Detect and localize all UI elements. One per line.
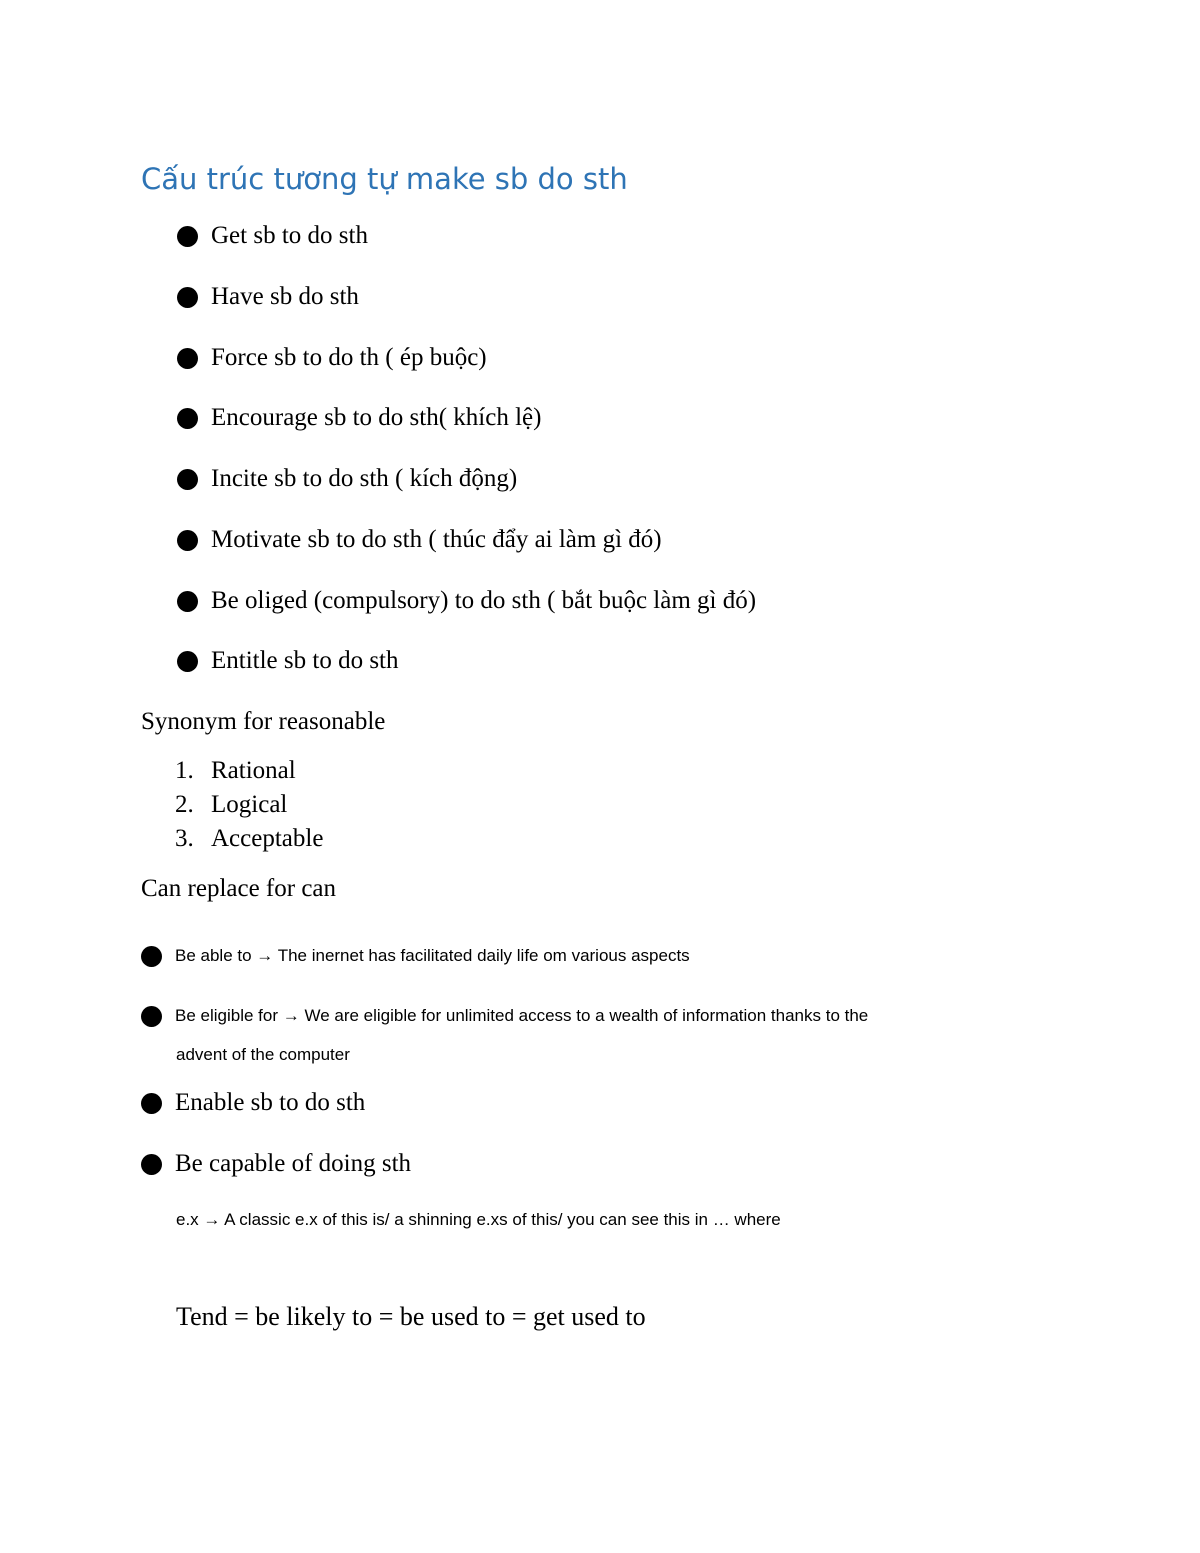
item-number: 2.: [175, 791, 194, 818]
list-item: [177, 401, 541, 435]
list-item-continuation: advent of the computer: [176, 1045, 350, 1064]
item-number: 1.: [175, 757, 194, 784]
numbered-item: [175, 825, 323, 853]
list-item: [177, 341, 487, 375]
list-item: [141, 999, 868, 1033]
bullet-icon: [141, 946, 162, 967]
bullet-icon: [177, 530, 198, 551]
list-item: [177, 462, 517, 496]
list-item-text: Incite sb to do sth ( kích động): [211, 465, 518, 492]
list-item-text: Get sb to do sth: [211, 222, 368, 249]
list-item-text: Be eligible for → We are eligible for unlimited access to a wealth of information thanks to the: [175, 1006, 869, 1025]
document-heading: Cấu trúc tương tự make sb do sth: [141, 162, 628, 196]
bullet-icon: [177, 469, 198, 490]
bullet-icon: [141, 1093, 162, 1114]
item-text: Rational: [211, 757, 296, 784]
list-item: [141, 1086, 365, 1120]
example-line: e.x → A classic e.x of this is/ a shinning e.xs of this/ you can see this in … where: [176, 1210, 781, 1229]
footer-equation: Tend = be likely to = be used to = get used to: [176, 1302, 646, 1331]
list-item-text: Entitle sb to do sth: [211, 647, 399, 674]
list-item: [177, 219, 368, 253]
bullet-icon: [177, 591, 198, 612]
list-item-text: Motivate sb to do sth ( thúc đẩy ai làm gì đó): [211, 526, 662, 553]
list-item: [177, 523, 662, 557]
item-text: Logical: [211, 791, 288, 818]
bullet-icon: [177, 226, 198, 247]
list-item: [177, 280, 359, 314]
bullet-icon: [177, 348, 198, 369]
list-item: [177, 584, 756, 618]
section-title-can-replace: Can replace for can: [141, 875, 337, 902]
numbered-item: [175, 791, 287, 819]
bullet-icon: [177, 287, 198, 308]
list-item-text: Be capable of doing sth: [175, 1150, 412, 1177]
numbered-item: [175, 757, 296, 785]
bullet-icon: [177, 651, 198, 672]
list-item-text: Enable sb to do sth: [175, 1089, 366, 1116]
bullet-icon: [141, 1006, 162, 1027]
list-item-text: Be able to → The inernet has facilitated daily life om various aspects: [175, 946, 690, 965]
list-item: [141, 939, 690, 973]
item-number: 3.: [175, 825, 194, 852]
item-text: Acceptable: [211, 825, 324, 852]
section-title-synonym: Synonym for reasonable: [141, 708, 386, 735]
list-item-text: Have sb do sth: [211, 283, 359, 310]
list-item-text: Be oliged (compulsory) to do sth ( bắt buộc làm gì đó): [211, 587, 757, 614]
bullet-icon: [141, 1154, 162, 1175]
list-item: [141, 1147, 411, 1181]
list-item-text: Encourage sb to do sth( khích lệ): [211, 404, 542, 431]
list-item-text: Force sb to do th ( ép buộc): [211, 344, 487, 371]
bullet-icon: [177, 408, 198, 429]
list-item: [177, 644, 399, 678]
